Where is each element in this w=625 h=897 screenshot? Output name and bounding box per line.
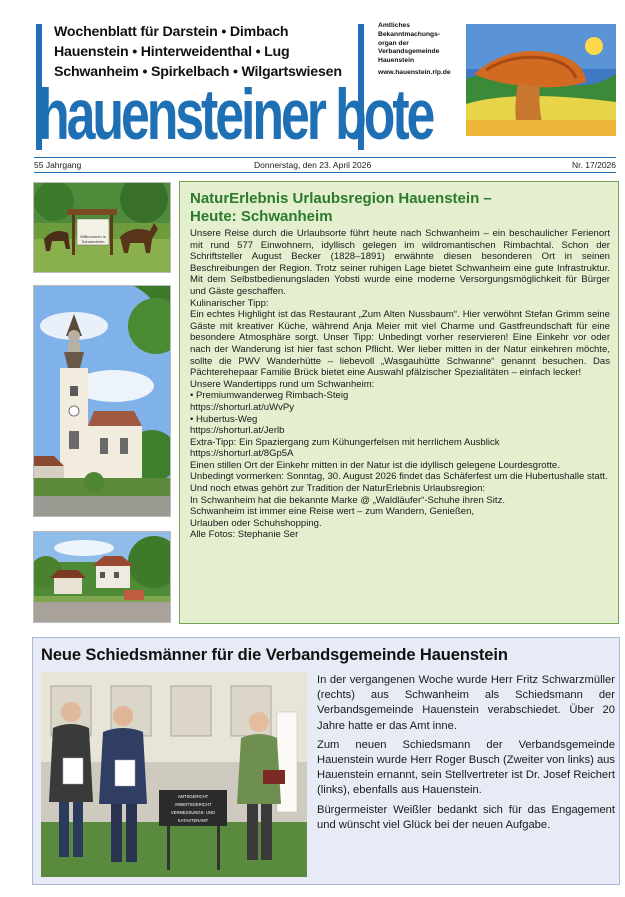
paragraph: Zum neuen Schiedsmann der Verbandsgemeinde Hauenstein wurde Herr Roger Busch (Zweiter von links) aus Hauenstein ernannt, sein Stellvertreter ist Dr. Josef Reichert (links), ebenfalls aus Hauenstein. <box>317 738 615 797</box>
website-link[interactable]: www.hauenstein.rlp.de <box>378 68 451 76</box>
official-notice <box>378 22 473 78</box>
trail-link[interactable]: https://shorturl.at/Jerlb <box>190 425 285 437</box>
paragraph: Unsere Reise durch die Urlaubsorte führt heute nach Schwanheim – ein beschaulicher Ferienort mit rund 577 Einwohnern, idyllisch gelegen im wildromantischen Rimbachtal. Schon der Schriftsteller August Becker (1828–1891) erwähnte diesen besonderen Ort in seinen Beschreibungen der Region. Trotz seiner ruhigen Lage bietet Schwanheim eine gute Infrastruktur. Mit dem Selbstbedienungsladen Yobsti wurde eine moderne Versorgungsmöglichkeit für Bürger und Gäste geschaffen. <box>190 228 610 297</box>
photo-village <box>33 531 171 623</box>
news-body <box>317 673 615 837</box>
trail-link[interactable]: https://shorturl.at/uWvPy <box>190 401 294 413</box>
feature-body <box>190 228 610 541</box>
paragraph: Einen stillen Ort der Einkehr mitten in der Natur ist die idyllisch gelegene Lourdesgrotte. <box>190 459 560 471</box>
sign-text: AMTSGERICHT <box>177 794 209 799</box>
headline-line: Heute: Schwanheim <box>190 208 333 225</box>
mushroom-rock-logo <box>466 24 616 136</box>
official-line: organ der <box>378 39 409 47</box>
paragraph: Unbedingt vormerken: Sonntag, 30. August 2026 findet das Schäferfest um die Hubertushalle statt. <box>190 471 608 483</box>
news-headline: Neue Schiedsmänner für die Verbandsgemeinde Hauenstein <box>41 646 508 664</box>
sign-text: KATASTERAMT <box>177 818 209 823</box>
dateline <box>34 157 616 173</box>
official-line: Bekanntmachungs- <box>378 30 441 38</box>
issue-number: Nr. 17/2026 <box>572 160 616 170</box>
photo-three-men <box>41 672 307 877</box>
feature-article <box>179 181 619 624</box>
paragraph: Extra-Tipp: Ein Spaziergang zum Kühungerfelsen mit herrlichem Ausblick <box>190 436 500 448</box>
towns-line: Wochenblatt für Darstein • Dimbach <box>54 24 289 40</box>
sign-text: Schwanheim <box>81 239 105 244</box>
sign-text: VERMESSUNGS- UND <box>170 810 216 815</box>
paragraph: Schwanheim ist immer eine Reise wert – zum Wandern, Genießen, <box>190 506 475 518</box>
sign-text: ARBEITSGERICHT <box>174 802 212 807</box>
trail-link[interactable]: https://shorturl.at/8Gp5A <box>190 448 294 460</box>
paragraph: In Schwanheim hat die bekannte Marke @ „Waldläufer“-Schuhe ihren Sitz. <box>190 494 505 506</box>
official-line: Amtliches <box>378 22 410 29</box>
paragraph: Urlauben oder Schuhshopping. <box>190 517 322 529</box>
official-line: Verbandsgemeinde <box>378 48 440 56</box>
subheading: Kulinarischer Tipp: <box>190 297 269 309</box>
headline-line: NaturErlebnis Urlaubsregion Hauenstein – <box>190 190 492 207</box>
paragraph: Bürgermeister Weißler bedankt sich für das Engagement und wünscht viel Glück bei der neuen Aufgabe. <box>317 803 615 831</box>
volume-label: 55 Jahrgang <box>34 160 82 170</box>
towns-line: Hauenstein • Hinterweidenthal • Lug <box>54 44 290 60</box>
photo-credit: Alle Fotos: Stephanie Ser <box>190 529 299 541</box>
newspaper-title: hauensteiner bote <box>38 76 433 155</box>
subheading: Unsere Wandertipps rund um Schwanheim: <box>190 378 375 390</box>
photo-horses-sign <box>33 182 171 273</box>
news-article <box>32 637 620 885</box>
issue-date: Donnerstag, den 23. April 2026 <box>254 160 372 170</box>
sign-text: Willkommen in <box>79 234 107 239</box>
feature-headline <box>190 190 610 226</box>
masthead <box>36 20 616 155</box>
list-item: • Hubertus-Weg <box>190 413 258 425</box>
list-item: • Premiumwanderweg Rimbach-Steig <box>190 390 349 402</box>
masthead-towns <box>54 22 354 82</box>
paragraph: In der vergangenen Woche wurde Herr Fritz Schwarzmüller (rechts) aus Schwanheim als Schiedsmann der Verbandsgemeinde Hauenstein verabschiedet. Über 20 Jahre hatte er das Amt inne. <box>317 674 615 732</box>
paragraph: Und noch etwas gehört zur Tradition der NaturErlebnis Urlaubsregion: <box>190 483 486 495</box>
paragraph: Ein echtes Highlight ist das Restaurant „Zum Alten Nussbaum“. Hier verwöhnt Stefan Grimm seine Gäste mit kreativer Küche, während Anja Meier mit viel Charme und Gastfreundschaft für eine besondere Atmosphäre sorgt. Unser Tipp: Unbedingt vorher reservieren! Eine Einkehr vor oder nach der Wanderung ist hier fast schon Pflicht. Wer lieber mitten in der Natur einkehren möchte, sollte die PWV Wanderhütte – liebevoll „Wasgauhütte Schwanne“ genannt besuchen. Das Pächterehepaar Familie Brück bietet eine Auswahl pfälzischer Spezialitäten – einfach lecker! <box>190 309 610 379</box>
official-line: Hauenstein <box>378 57 415 65</box>
towns-line: Schwanheim • Spirkelbach • Wilgartswiesen <box>54 64 342 80</box>
photo-church <box>33 285 171 517</box>
